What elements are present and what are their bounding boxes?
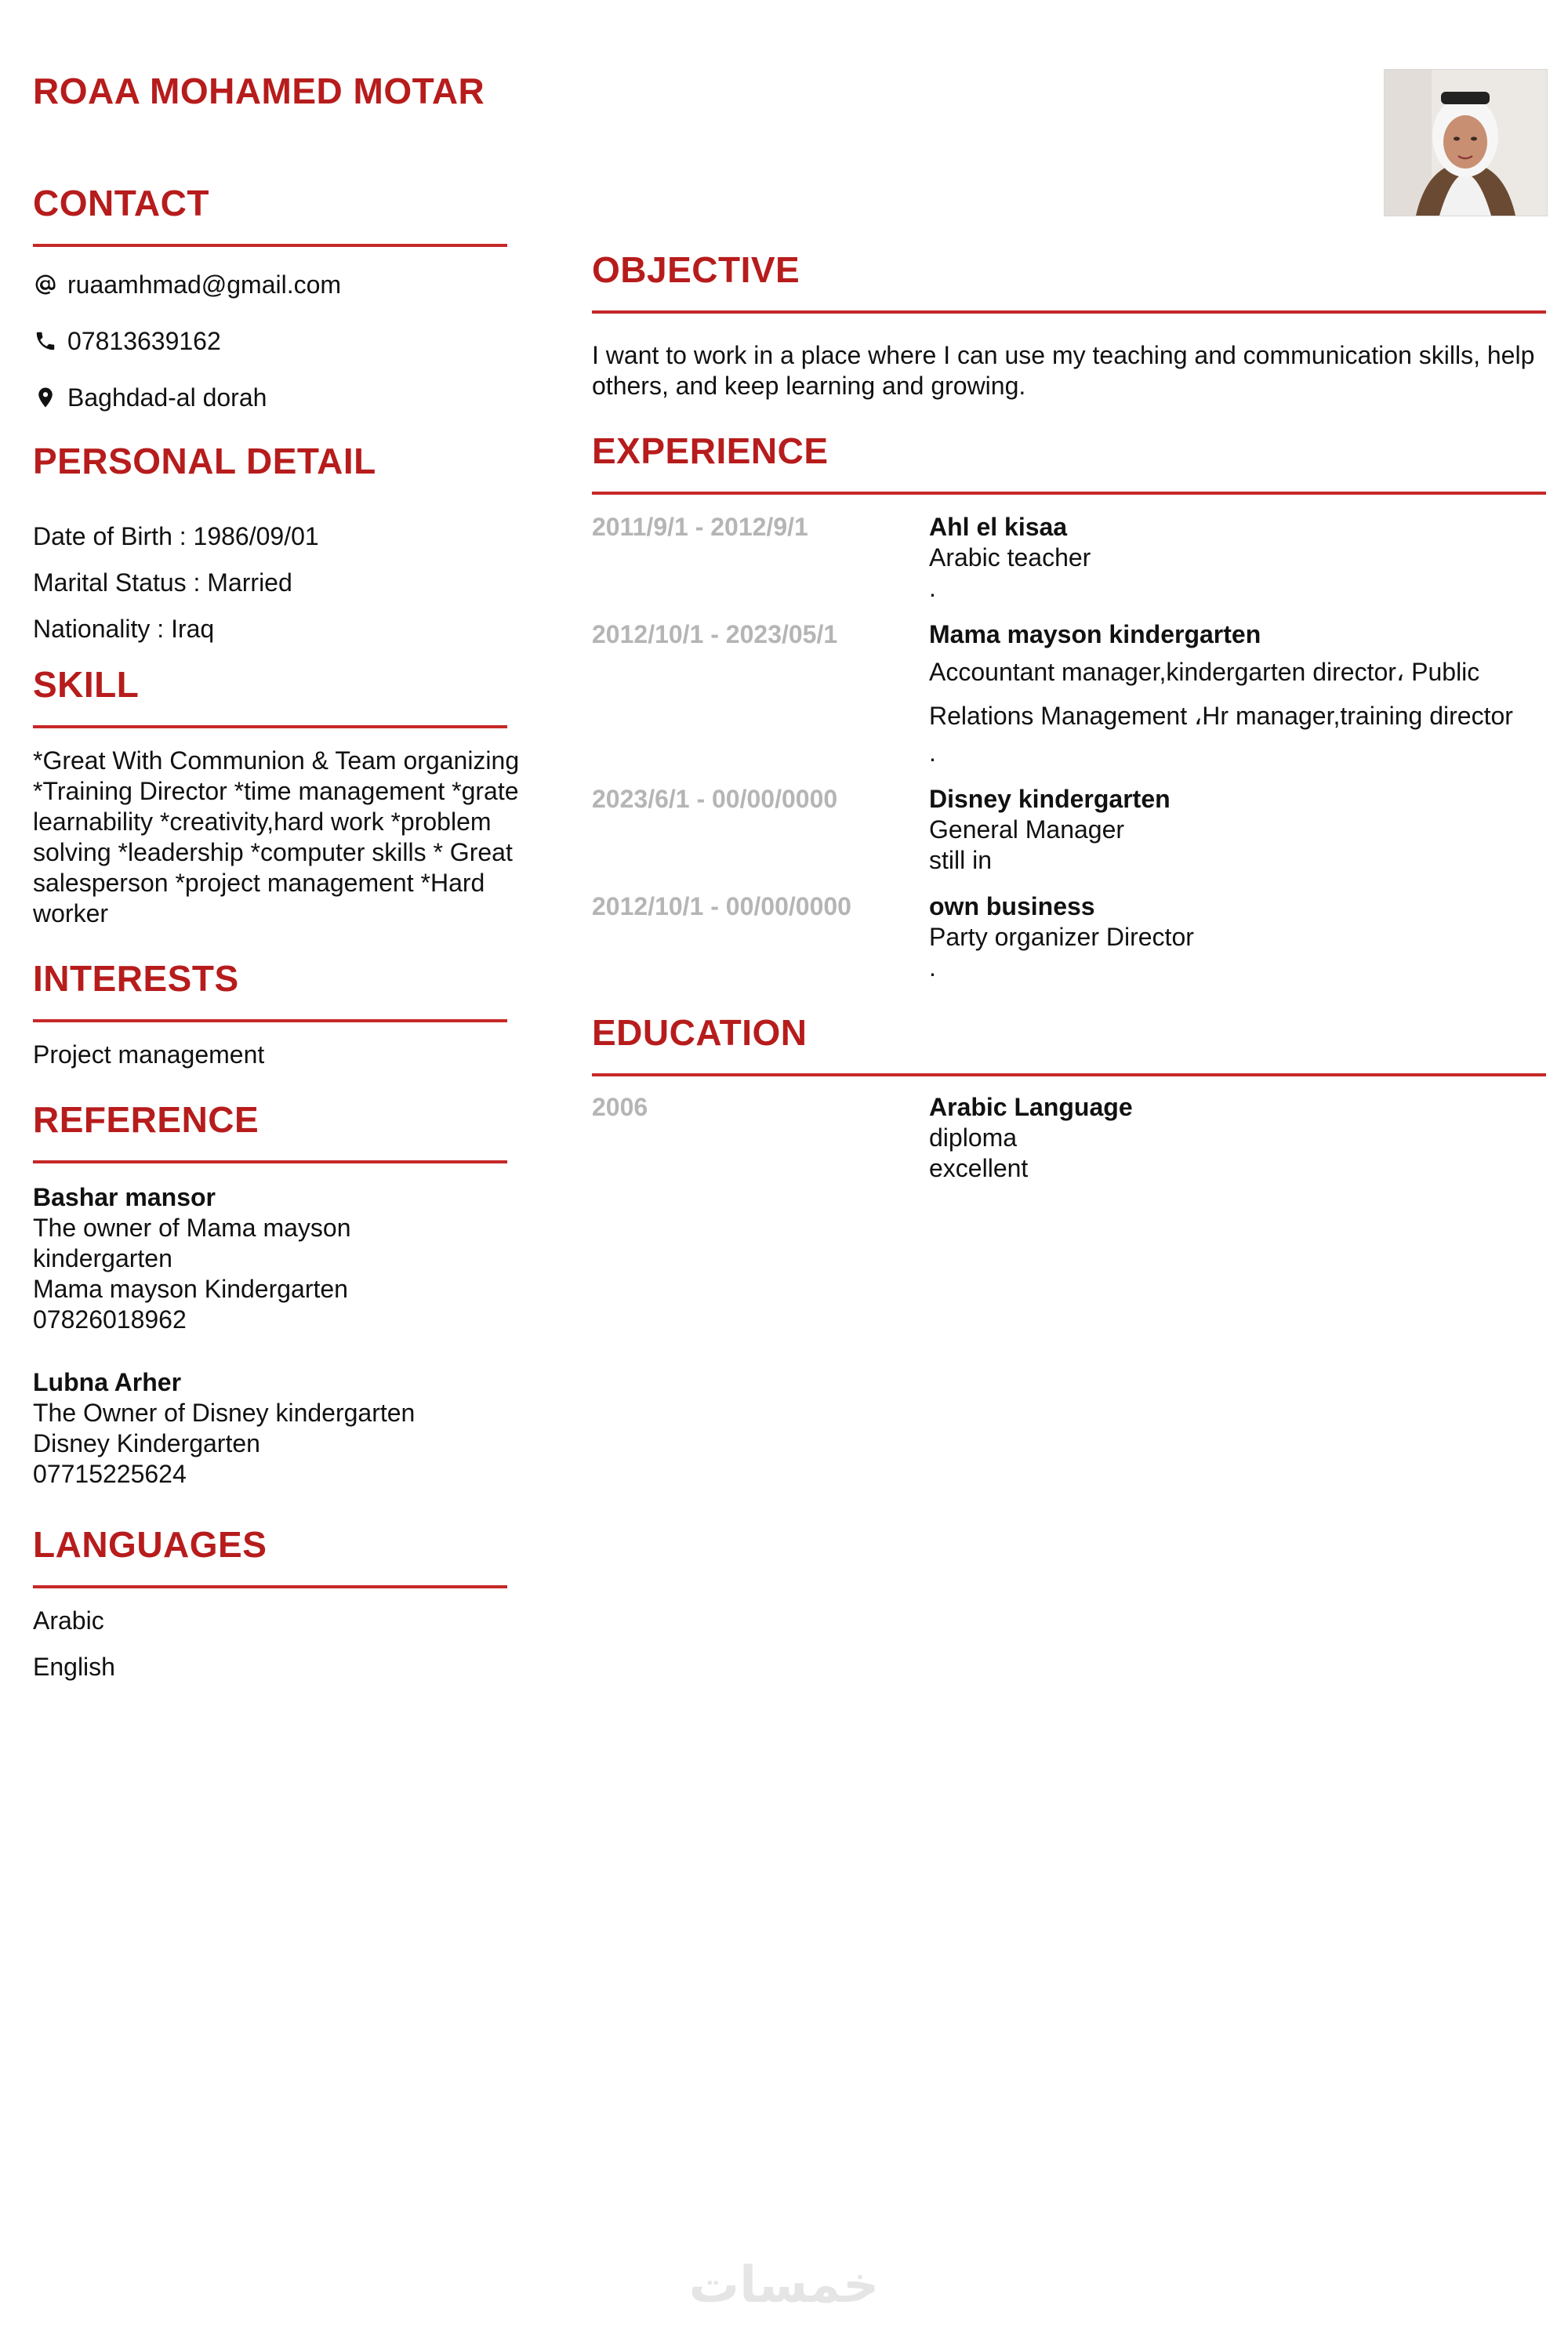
reference-name: Lubna Arher — [33, 1368, 182, 1396]
section-divider — [33, 1160, 507, 1163]
education-item — [592, 1092, 1546, 1184]
section-divider — [592, 1073, 1546, 1076]
marital-row: Marital Status : Married — [33, 568, 292, 597]
experience-org: own business — [929, 892, 1095, 920]
experience-dates: 2023/6/1 - 00/00/0000 — [592, 785, 838, 813]
reference-heading: REFERENCE — [33, 1099, 260, 1140]
experience-role: Arabic teacher — [929, 543, 1091, 572]
phone-icon — [33, 328, 58, 354]
dob-row: Date of Birth : 1986/09/01 — [33, 522, 319, 550]
education-year: 2006 — [592, 1093, 648, 1121]
watermark-logo: خمسات — [688, 2256, 880, 2314]
reference-phone[interactable]: 07715225624 — [33, 1460, 187, 1488]
reference-role: The Owner of Disney kindergarten — [33, 1399, 416, 1427]
profile-photo — [1384, 69, 1548, 216]
location-pin-icon — [33, 385, 58, 410]
experience-note: . — [929, 574, 936, 602]
reference-org: Disney Kindergarten — [33, 1429, 260, 1457]
personal-detail-section — [33, 438, 507, 644]
candidate-name: ROAA MOHAMED MOTAR — [33, 71, 485, 111]
experience-org: Ahl el kisaa — [929, 513, 1068, 541]
reference-item — [33, 1182, 507, 1335]
section-divider — [33, 725, 507, 728]
language-item: English — [33, 1653, 115, 1681]
experience-item — [592, 512, 1546, 604]
dob-label: Date of Birth — [33, 522, 172, 550]
section-divider — [33, 244, 507, 247]
interests-section — [33, 956, 507, 1070]
education-grade: excellent — [929, 1154, 1029, 1182]
skill-heading: SKILL — [33, 664, 140, 705]
email-text[interactable]: ruaamhmad@gmail.com — [67, 270, 342, 299]
experience-note: . — [929, 739, 936, 767]
education-degree: diploma — [929, 1123, 1018, 1152]
nationality-label: Nationality — [33, 615, 151, 643]
interest-item: Project management — [33, 1040, 265, 1069]
reference-phone[interactable]: 07826018962 — [33, 1305, 187, 1334]
section-divider — [33, 1585, 507, 1588]
experience-item — [592, 784, 1546, 876]
objective-section — [592, 247, 1546, 401]
experience-role: Party organizer Director — [929, 923, 1194, 951]
marital-value: Married — [207, 568, 292, 597]
personal-detail-heading: PERSONAL DETAIL — [33, 441, 376, 481]
reference-role: The owner of Mama mayson kindergarten — [33, 1214, 351, 1272]
experience-role: Accountant manager,kindergarten director، Public Relations Management ،Hr manager,training director — [929, 658, 1513, 730]
objective-heading: OBJECTIVE — [592, 249, 800, 290]
education-field: Arabic Language — [929, 1093, 1133, 1121]
experience-section — [592, 428, 1546, 983]
interests-heading: INTERESTS — [33, 958, 239, 999]
contact-address — [33, 382, 507, 413]
reference-org: Mama mayson Kindergarten — [33, 1275, 348, 1303]
reference-item — [33, 1367, 507, 1490]
language-item: Arabic — [33, 1606, 104, 1635]
phone-text[interactable]: 07813639162 — [67, 326, 221, 355]
nationality-value: Iraq — [171, 615, 215, 643]
section-divider — [33, 1019, 507, 1022]
experience-role: General Manager — [929, 815, 1125, 844]
experience-dates: 2012/10/1 - 2023/05/1 — [592, 620, 838, 648]
skill-section — [33, 662, 520, 929]
reference-section — [33, 1097, 507, 1490]
contact-phone — [33, 325, 507, 357]
reference-name: Bashar mansor — [33, 1183, 216, 1211]
section-divider — [592, 310, 1546, 314]
left-column — [33, 180, 520, 1698]
experience-note: still in — [929, 846, 993, 874]
experience-org: Disney kindergarten — [929, 785, 1171, 813]
education-section — [592, 1010, 1546, 1184]
skill-text: *Great With Communion & Team organizing *Training Director *time management *grate learnability *creativity,hard work *problem solving *leadership *computer skills * Great salesperson *project management *Hard worker — [33, 746, 520, 927]
experience-item — [592, 891, 1546, 983]
at-icon — [33, 272, 58, 297]
experience-item — [592, 619, 1546, 768]
contact-email — [33, 269, 507, 300]
dob-value: 1986/09/01 — [193, 522, 319, 550]
experience-dates: 2011/9/1 - 2012/9/1 — [592, 513, 808, 541]
education-heading: EDUCATION — [592, 1012, 808, 1053]
nationality-row: Nationality : Iraq — [33, 615, 215, 643]
address-text: Baghdad-al dorah — [67, 383, 267, 412]
languages-heading: LANGUAGES — [33, 1524, 267, 1565]
marital-label: Marital Status — [33, 568, 187, 597]
contact-section — [33, 180, 507, 413]
right-column — [592, 247, 1546, 1184]
contact-heading: CONTACT — [33, 183, 209, 223]
experience-org: Mama mayson kindergarten — [929, 620, 1261, 648]
section-divider — [592, 492, 1546, 495]
languages-section — [33, 1522, 507, 1682]
objective-text: I want to work in a place where I can use my teaching and communication skills, help others, and keep learning and growing. — [592, 341, 1535, 400]
experience-dates: 2012/10/1 - 00/00/0000 — [592, 892, 851, 920]
experience-note: . — [929, 953, 936, 982]
experience-heading: EXPERIENCE — [592, 430, 829, 471]
